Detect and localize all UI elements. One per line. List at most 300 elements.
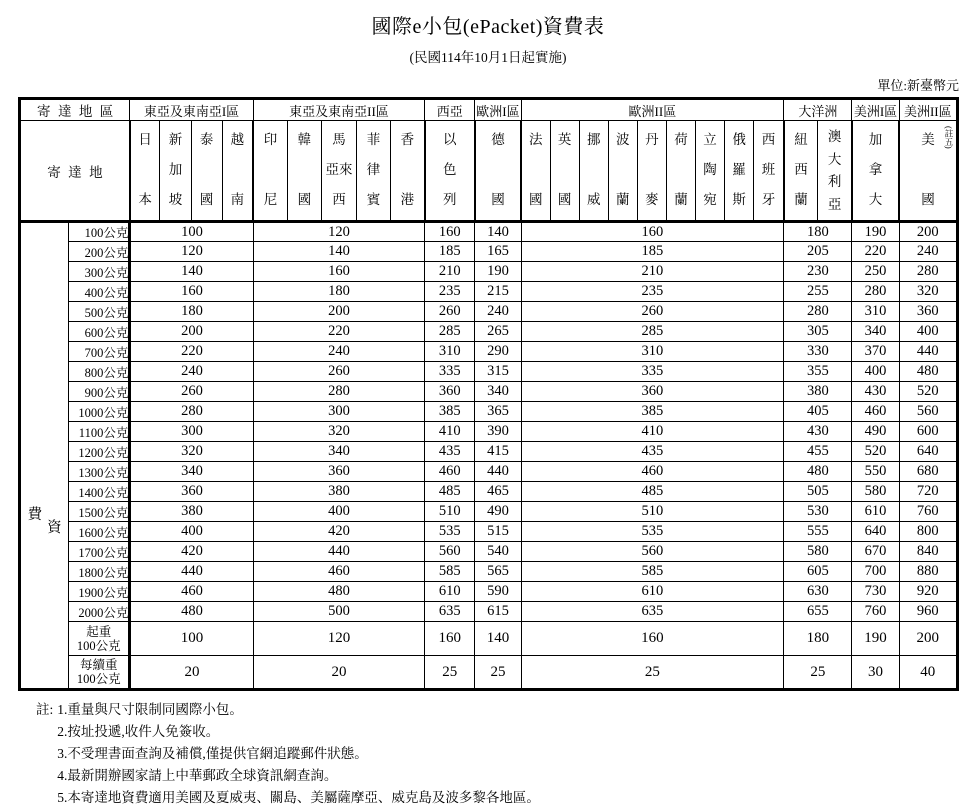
country-cell	[754, 121, 784, 222]
country-name-char: 斯	[732, 192, 746, 207]
country-name-char: 越	[230, 132, 245, 147]
rate-cell: 280	[899, 262, 957, 282]
weight-cell: 1600公克	[69, 522, 130, 542]
rate-cell: 120	[130, 242, 253, 262]
rate-cell: 200	[130, 322, 253, 342]
country-name	[192, 133, 222, 207]
rate-cell: 440	[253, 542, 425, 562]
rate-cell: 140	[475, 222, 521, 242]
rate-table	[18, 97, 959, 691]
country-cell	[852, 121, 899, 222]
rate-cell: 305	[784, 322, 852, 342]
country-cell	[287, 121, 321, 222]
country-cell	[357, 121, 391, 222]
rate-cell: 300	[253, 402, 425, 422]
country-name-char: 港	[400, 192, 415, 207]
rate-cell: 215	[475, 282, 521, 302]
rate-cell: 220	[852, 242, 899, 262]
rate-cell: 280	[130, 402, 253, 422]
rate-cell: 480	[130, 602, 253, 622]
rate-row	[20, 302, 958, 322]
rate-table-body	[20, 222, 958, 690]
rate-cell: 630	[784, 582, 852, 602]
zone-header-cell-2: 西亞	[425, 99, 475, 121]
country-name-char: 羅	[732, 162, 746, 177]
weight-cell: 400公克	[69, 282, 130, 302]
country-name-char: 蘭	[794, 192, 808, 207]
rate-cell: 235	[521, 282, 784, 302]
rate-cell: 240	[253, 342, 425, 362]
country-name-char: 西	[794, 162, 808, 177]
rate-cell: 140	[253, 242, 425, 262]
rate-cell: 370	[852, 342, 899, 362]
rate-cell: 410	[521, 422, 784, 442]
weight-line: 每續重	[79, 658, 118, 672]
rate-cell: 490	[475, 502, 521, 522]
country-name	[322, 133, 356, 207]
rate-cell: 400	[899, 322, 957, 342]
country-note-ref: (註五)	[944, 126, 954, 149]
country-name	[785, 133, 818, 207]
rate-cell: 585	[425, 562, 475, 582]
country-name-char: 德	[491, 132, 505, 147]
corner-destination-area: 寄達地區	[20, 99, 130, 121]
rate-cell: 190	[475, 262, 521, 282]
country-cell	[475, 121, 521, 222]
rate-cell: 190	[852, 222, 899, 242]
rate-cell: 220	[130, 342, 253, 362]
fee-label-char: 資	[47, 519, 62, 536]
rate-cell: 530	[784, 502, 852, 522]
country-name-char: 本	[138, 192, 152, 207]
rate-cell: 310	[521, 342, 784, 362]
country-name-char: 威	[586, 192, 601, 207]
country-name	[754, 133, 783, 207]
country-cell	[130, 121, 160, 222]
rate-cell: 320	[253, 422, 425, 442]
rate-cell: 20	[130, 656, 253, 690]
rate-cell: 210	[425, 262, 475, 282]
rate-cell: 430	[784, 422, 852, 442]
note-item: 5.本寄達地資費適用美國及夏威夷、關島、美屬薩摩亞、威克島及波多黎各地區。	[57, 790, 540, 805]
country-name	[288, 133, 321, 207]
country-name-char: 大	[868, 192, 883, 207]
country-cell	[521, 121, 550, 222]
country-name-char: 英	[557, 132, 572, 147]
rate-cell: 460	[521, 462, 784, 482]
rate-cell: 205	[784, 242, 852, 262]
rate-cell: 280	[253, 382, 425, 402]
rate-cell: 440	[475, 462, 521, 482]
note-prefix: 註:	[36, 702, 54, 717]
rate-row	[20, 602, 958, 622]
rate-cell: 235	[425, 282, 475, 302]
country-name-char: 美	[921, 132, 935, 147]
country-name-char: 紐	[794, 132, 808, 147]
rate-cell: 485	[425, 482, 475, 502]
rate-cell: 555	[784, 522, 852, 542]
note-item: 4.最新開辦國家請上中華郵政全球資訊網查詢。	[57, 768, 338, 783]
country-name-char: 馬	[332, 132, 346, 147]
rate-cell: 260	[521, 302, 784, 322]
rate-cell: 180	[784, 622, 852, 656]
rate-cell: 435	[521, 442, 784, 462]
rate-cell: 310	[425, 342, 475, 362]
weight-cell: 100公克	[69, 222, 130, 242]
rate-cell: 640	[852, 522, 899, 542]
weight-cell: 1500公克	[69, 502, 130, 522]
country-name-char: 荷	[674, 132, 688, 147]
country-name-char: 香	[400, 132, 415, 147]
rate-cell: 455	[784, 442, 852, 462]
rate-row	[20, 656, 958, 690]
rate-cell: 260	[253, 362, 425, 382]
rate-cell: 335	[425, 362, 475, 382]
country-name-char: 南	[230, 192, 245, 207]
rate-cell: 220	[253, 322, 425, 342]
rate-row	[20, 322, 958, 342]
rate-cell: 400	[253, 502, 425, 522]
rate-cell: 255	[784, 282, 852, 302]
rate-cell: 200	[253, 302, 425, 322]
rate-cell: 280	[784, 302, 852, 322]
rate-cell: 315	[475, 362, 521, 382]
country-name	[667, 133, 695, 207]
rate-cell: 565	[475, 562, 521, 582]
rate-cell: 440	[130, 562, 253, 582]
notes	[36, 699, 976, 809]
rate-cell: 510	[425, 502, 475, 522]
rate-cell: 615	[475, 602, 521, 622]
country-name	[580, 133, 608, 207]
country-cell	[579, 121, 608, 222]
rate-cell: 140	[475, 622, 521, 656]
page-title: 國際e小包(ePacket)資費表	[371, 16, 605, 38]
rate-cell: 25	[521, 656, 784, 690]
rate-cell: 560	[899, 402, 957, 422]
zone-header-cell-7: 美洲II區	[899, 99, 957, 121]
rate-cell: 720	[899, 482, 957, 502]
rate-cell: 580	[852, 482, 899, 502]
country-name-char: 加	[168, 162, 183, 177]
rate-row	[20, 402, 958, 422]
rate-cell: 120	[253, 222, 425, 242]
rate-cell: 320	[130, 442, 253, 462]
note-item: 2.按址投遞,收件人免簽收。	[57, 724, 220, 739]
rate-cell: 505	[784, 482, 852, 502]
effective-date: (民國114年10月1日起實施)	[409, 50, 567, 65]
country-cell	[637, 121, 666, 222]
country-name-char: 丹	[645, 132, 659, 147]
rate-cell: 100	[130, 222, 253, 242]
rate-cell: 385	[425, 402, 475, 422]
country-name-char: 菲	[366, 132, 381, 147]
rate-cell: 180	[130, 302, 253, 322]
rate-cell: 340	[253, 442, 425, 462]
country-cell	[191, 121, 222, 222]
rate-cell: 880	[899, 562, 957, 582]
weight-cell: 1000公克	[69, 402, 130, 422]
country-cell	[818, 121, 852, 222]
rate-cell: 670	[852, 542, 899, 562]
country-name-char: 國	[491, 192, 505, 207]
country-name	[357, 133, 390, 207]
country-name	[160, 133, 190, 207]
weight-cell	[69, 622, 130, 656]
rate-cell: 480	[253, 582, 425, 602]
rate-cell: 360	[253, 462, 425, 482]
country-name-char: 日	[138, 132, 152, 147]
rate-cell: 290	[475, 342, 521, 362]
rate-cell: 500	[253, 602, 425, 622]
rate-cell: 610	[425, 582, 475, 602]
rate-cell: 240	[130, 362, 253, 382]
country-cell	[695, 121, 724, 222]
country-name	[696, 133, 724, 207]
zone-header-cell-5: 大洋洲	[784, 99, 852, 121]
rate-cell: 340	[130, 462, 253, 482]
country-header-row	[20, 121, 958, 222]
rate-row	[20, 282, 958, 302]
rate-cell: 40	[899, 656, 957, 690]
rate-cell: 485	[521, 482, 784, 502]
weight-cell: 200公克	[69, 242, 130, 262]
rate-cell: 540	[475, 542, 521, 562]
rate-cell: 605	[784, 562, 852, 582]
rate-cell: 160	[253, 262, 425, 282]
weight-cell: 1100公克	[69, 422, 130, 442]
rate-cell: 160	[521, 222, 784, 242]
weight-cell	[69, 656, 130, 690]
rate-cell: 25	[784, 656, 852, 690]
country-name-char: 宛	[703, 192, 717, 207]
rate-cell: 840	[899, 542, 957, 562]
rate-cell: 230	[784, 262, 852, 282]
zone-header-cell-3: 歐洲I區	[475, 99, 521, 121]
country-name-char: 西	[332, 192, 346, 207]
country-cell	[222, 121, 253, 222]
weight-cell: 1700公克	[69, 542, 130, 562]
country-name-char: 加	[868, 132, 883, 147]
weight-cell: 2000公克	[69, 602, 130, 622]
country-name-char: 蘭	[616, 192, 630, 207]
zone-header-cell-6: 美洲I區	[852, 99, 899, 121]
country-name-char: 坡	[168, 192, 183, 207]
rate-row	[20, 242, 958, 262]
rate-cell: 410	[425, 422, 475, 442]
country-name-char: 拿	[868, 162, 883, 177]
rate-cell: 360	[521, 382, 784, 402]
weight-line: 100公克	[76, 672, 121, 686]
rate-cell: 590	[475, 582, 521, 602]
rate-cell: 460	[852, 402, 899, 422]
rate-row	[20, 482, 958, 502]
rate-cell: 285	[521, 322, 784, 342]
rate-cell: 515	[475, 522, 521, 542]
rate-row	[20, 422, 958, 442]
rate-cell: 490	[852, 422, 899, 442]
country-name	[818, 130, 851, 212]
weight-cell: 1400公克	[69, 482, 130, 502]
country-name-char: 賓	[366, 192, 381, 207]
rate-row	[20, 622, 958, 656]
country-name-char: 亞	[827, 196, 842, 212]
rate-cell: 190	[852, 622, 899, 656]
country-name-char: 牙	[761, 192, 776, 207]
country-cell	[725, 121, 754, 222]
rate-cell: 140	[130, 262, 253, 282]
country-name-char: 俄	[732, 132, 746, 147]
rate-cell: 460	[130, 582, 253, 602]
rate-cell: 265	[475, 322, 521, 342]
country-cell	[784, 121, 818, 222]
country-cell	[253, 121, 287, 222]
country-name-char: 澳	[827, 129, 842, 144]
rate-cell: 610	[852, 502, 899, 522]
rate-cell: 460	[253, 562, 425, 582]
weight-cell: 500公克	[69, 302, 130, 322]
rate-row	[20, 382, 958, 402]
note-item: 1.重量與尺寸限制同國際小包。	[57, 702, 243, 717]
rate-cell: 250	[852, 262, 899, 282]
rate-cell: 340	[475, 382, 521, 402]
rate-cell: 510	[521, 502, 784, 522]
rate-cell: 550	[852, 462, 899, 482]
country-name-char: 泰	[199, 132, 214, 147]
country-name-char: 國	[199, 192, 214, 207]
rate-cell: 535	[521, 522, 784, 542]
weight-cell: 600公克	[69, 322, 130, 342]
country-name-char: 波	[616, 132, 630, 147]
country-name-char: 利	[827, 174, 842, 190]
rate-cell: 385	[521, 402, 784, 422]
rate-cell: 580	[784, 542, 852, 562]
country-name-char: 蘭	[674, 192, 688, 207]
rate-cell: 310	[852, 302, 899, 322]
rate-cell: 635	[521, 602, 784, 622]
rate-cell: 330	[784, 342, 852, 362]
rate-cell: 180	[253, 282, 425, 302]
rate-cell: 340	[852, 322, 899, 342]
rate-cell: 360	[899, 302, 957, 322]
rate-row	[20, 262, 958, 282]
rate-cell: 465	[475, 482, 521, 502]
rate-cell: 440	[899, 342, 957, 362]
rate-cell: 120	[253, 622, 425, 656]
rate-cell: 760	[852, 602, 899, 622]
rate-cell: 700	[852, 562, 899, 582]
rate-cell: 165	[475, 242, 521, 262]
rate-row	[20, 562, 958, 582]
country-cell	[321, 121, 356, 222]
rate-cell: 400	[130, 522, 253, 542]
rate-cell: 560	[425, 542, 475, 562]
rate-cell: 160	[130, 282, 253, 302]
rate-cell: 400	[852, 362, 899, 382]
weight-cell: 900公克	[69, 382, 130, 402]
country-name-char: 印	[263, 132, 278, 147]
country-name-char: 大	[827, 151, 842, 167]
rate-cell: 360	[425, 382, 475, 402]
country-name-char: 國	[529, 192, 543, 207]
country-name-char: 法	[529, 132, 543, 147]
rate-cell: 20	[253, 656, 425, 690]
country-name-char: 國	[557, 192, 572, 207]
fee-axis-label	[20, 222, 69, 690]
country-cell	[160, 121, 191, 222]
rate-cell: 380	[130, 502, 253, 522]
rate-cell: 210	[521, 262, 784, 282]
country-name-char: 挪	[586, 132, 601, 147]
rate-cell: 520	[852, 442, 899, 462]
rate-row	[20, 542, 958, 562]
rate-cell: 960	[899, 602, 957, 622]
rate-cell: 200	[899, 622, 957, 656]
rate-cell: 800	[899, 522, 957, 542]
weight-cell: 1800公克	[69, 562, 130, 582]
country-name	[223, 133, 253, 207]
country-name	[609, 133, 637, 207]
rate-row	[20, 362, 958, 382]
country-name-char: 尼	[263, 192, 278, 207]
country-name-char: 律	[366, 162, 381, 177]
weight-cell: 800公克	[69, 362, 130, 382]
rate-cell: 320	[899, 282, 957, 302]
zone-header-cell-4: 歐洲II區	[521, 99, 784, 121]
country-cell	[391, 121, 425, 222]
country-name	[131, 133, 160, 207]
rate-cell: 680	[899, 462, 957, 482]
country-cell	[608, 121, 637, 222]
corner-destination: 寄達地	[20, 121, 130, 222]
country-name-char: 以	[443, 132, 457, 147]
rate-cell: 420	[130, 542, 253, 562]
rate-cell: 435	[425, 442, 475, 462]
weight-line: 100公克	[76, 638, 121, 653]
country-name-char: 立	[703, 132, 717, 147]
country-cell	[899, 121, 957, 222]
rate-cell: 335	[521, 362, 784, 382]
rate-cell: 260	[130, 382, 253, 402]
zone-header-cell-1: 東亞及東南亞II區	[253, 99, 425, 121]
rate-cell: 280	[852, 282, 899, 302]
rate-cell: 185	[425, 242, 475, 262]
rate-row	[20, 222, 958, 242]
weight-cell: 700公克	[69, 342, 130, 362]
country-name-char: 國	[297, 192, 312, 207]
rate-cell: 365	[475, 402, 521, 422]
rate-cell: 240	[899, 242, 957, 262]
rate-cell: 300	[130, 422, 253, 442]
rate-cell: 730	[852, 582, 899, 602]
rate-cell: 240	[475, 302, 521, 322]
country-name-char: 麥	[645, 192, 659, 207]
country-cell	[425, 121, 475, 222]
rate-cell: 380	[784, 382, 852, 402]
rate-cell: 390	[475, 422, 521, 442]
country-cell	[666, 121, 695, 222]
country-name	[853, 133, 898, 207]
rate-table-header	[20, 99, 958, 222]
rate-cell: 415	[475, 442, 521, 462]
rate-cell: 640	[899, 442, 957, 462]
country-name	[551, 133, 579, 207]
note-item: 3.不受理書面查詢及補償,僅提供官網追蹤郵件狀態。	[57, 746, 368, 761]
country-name	[725, 133, 753, 207]
country-name	[254, 133, 287, 207]
country-name-char: 國	[921, 192, 935, 207]
weight-cell: 1300公克	[69, 462, 130, 482]
